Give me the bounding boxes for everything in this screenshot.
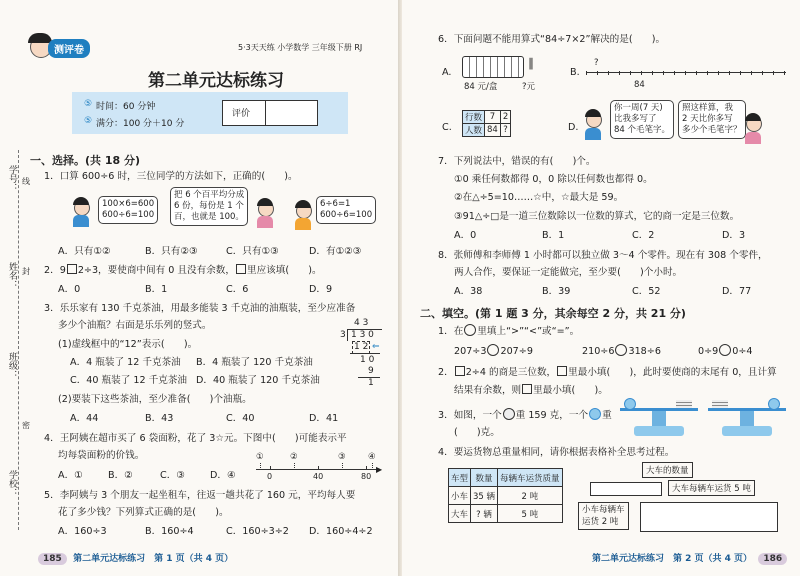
- f4-r2-c2: ? 辆: [471, 505, 498, 523]
- q2-option-b[interactable]: B．1: [145, 284, 168, 295]
- f2-b: 2÷4 的商是三位数，: [465, 367, 557, 378]
- q4-option-b[interactable]: B．②: [108, 470, 133, 481]
- f1-compare-2: [582, 344, 661, 358]
- q6-d-b2-l3: 多少个毛笔字？: [682, 125, 742, 135]
- q3-sub2-option-c[interactable]: C．40: [226, 413, 255, 424]
- full-score-label: 满分：100 分＋10 分: [96, 119, 185, 129]
- nl-tick-80: [366, 466, 367, 470]
- circle-blank-icon: [464, 324, 476, 336]
- q7-option-d[interactable]: D．3: [722, 230, 746, 241]
- star-icon: ☆: [533, 192, 542, 203]
- q2-option-d[interactable]: D．9: [309, 284, 333, 295]
- q1-bubble-2-line1: 把 6 个百平均分成: [174, 190, 245, 200]
- score-divider: [265, 100, 266, 126]
- q8-option-b[interactable]: B．39: [542, 286, 571, 297]
- q3-option-b[interactable]: B．4 瓶装了 120 千克茶油: [196, 357, 313, 368]
- division-bracket: [347, 329, 348, 341]
- division-quotient: 4 3: [354, 318, 369, 328]
- q6-c-h1: 行数: [463, 111, 485, 124]
- q6-d-b2-l2: 2 天比你多写: [682, 114, 733, 124]
- child1-hair-icon: [73, 197, 89, 205]
- q1-bubble-1: [98, 196, 158, 224]
- q6-c-v1: 7: [485, 111, 501, 124]
- f4-blank-1[interactable]: [590, 482, 662, 496]
- compare-circle-2[interactable]: [615, 344, 627, 356]
- triangle-icon: △: [474, 211, 483, 222]
- pointer-arrow-icon: ⇐: [372, 342, 380, 352]
- f2-c: 里最小填( )，此时要使商的末尾有 0，且计算: [568, 367, 777, 378]
- right-footer-text: 第二单元达标练习 第 2 页（共 4 页）: [592, 554, 753, 564]
- balance1-discs: [676, 400, 692, 408]
- q6-d-bubble-2: [678, 100, 746, 139]
- f2-text-line2: [454, 384, 608, 397]
- nl-label-80: 80: [361, 472, 372, 481]
- nl-tick-0: [270, 466, 271, 470]
- cut-mark-feng: 封: [22, 267, 30, 276]
- f1-c1-left: 207÷3: [454, 346, 487, 357]
- triangle-icon: △: [472, 192, 480, 203]
- right-footer: [592, 551, 787, 567]
- long-division: [338, 318, 382, 392]
- balance2-ball: [768, 398, 780, 410]
- q6-option-c-letter[interactable]: C.: [442, 122, 452, 133]
- q1-option-c[interactable]: C．只有①③: [226, 246, 279, 257]
- school-label: 学校：: [7, 470, 17, 497]
- q7-s2-a: ②在: [454, 192, 473, 203]
- left-footer: [38, 551, 233, 567]
- q1-bubble-2-line2: 6 份，每份是 1 个: [174, 201, 244, 211]
- f3-text-line1: [438, 408, 612, 422]
- q6-d-b1-l3: 84 个毛笔字。: [614, 125, 671, 135]
- q6-option-a-letter[interactable]: A.: [442, 67, 452, 78]
- nl-pointer-1: [260, 463, 261, 468]
- compare-circle-3[interactable]: [719, 344, 731, 356]
- nl-label-0: 0: [267, 472, 273, 481]
- division-step-10: 1 0: [360, 355, 375, 365]
- q3-text-line2: 多少个油瓶？右面是乐乐列的竖式。: [58, 320, 212, 331]
- division-step-9: 9: [368, 366, 374, 376]
- q6-c-v3: 84: [485, 124, 501, 137]
- blank-box-icon: [236, 264, 246, 274]
- nl-marker-1: ①: [256, 452, 264, 462]
- q4-option-d[interactable]: D．④: [210, 470, 236, 481]
- section-choice-title: 一、选择。(共 18 分): [30, 154, 141, 167]
- balance1-ball: [624, 398, 636, 410]
- q6-option-d-letter[interactable]: D.: [568, 122, 579, 133]
- q1-bubble-2: [170, 187, 248, 226]
- section-fill-title: 二、填空。(第 1 题 3 分，其余每空 2 分，共 21 分): [420, 307, 686, 320]
- q3-sub1: (1)虚线框中的“12”表示( )。: [58, 339, 198, 350]
- disc-icon: [503, 408, 515, 420]
- q3-sub2-option-b[interactable]: B．43: [145, 413, 174, 424]
- child1-body-icon: [73, 215, 89, 227]
- q3-text-line1: 3．乐乐家有 130 千克茶油，用最多能装 3 千克油的油瓶装，至少应准备: [44, 303, 356, 314]
- q8-option-d[interactable]: D．77: [722, 286, 752, 297]
- ball-icon: [589, 408, 601, 420]
- q2-option-a[interactable]: A．0: [58, 284, 81, 295]
- balance-scale-2-icon: [708, 398, 786, 438]
- q4-text-line1: [44, 432, 347, 445]
- division-line-1: [350, 353, 380, 354]
- nl-marker-3: ③: [338, 452, 346, 462]
- q1-text: 1．口算 600÷6 时，三位同学的方法如下，正确的( )。: [44, 171, 298, 182]
- q5-option-d[interactable]: D．160÷4÷2: [309, 526, 373, 537]
- q6-d-b1-l1: 你一周(7 天): [614, 103, 663, 113]
- q3-sub2: (2)要装下这些茶油，至少准备( )个油瓶。: [58, 394, 252, 405]
- q7-s3-a: ③91: [454, 211, 475, 222]
- division-dividend: 1 3 0: [351, 330, 374, 340]
- nl-pointer-4: [372, 463, 373, 468]
- time-label: 时间：60 分钟: [96, 102, 156, 112]
- q1-bubble-3: [316, 196, 376, 224]
- q3-option-d[interactable]: D．40 瓶装了 120 千克茶油: [196, 375, 320, 386]
- balance2-base: [722, 426, 772, 436]
- blank-box-icon: [522, 384, 532, 394]
- page-number-right: 186: [758, 553, 787, 565]
- nl-arrow-icon: ▶: [376, 465, 383, 474]
- f4-r1-c2: 35 辆: [471, 487, 498, 505]
- balance1-base: [634, 426, 684, 436]
- brush-box-icon: [462, 56, 524, 78]
- balance-scale-1-icon: [620, 398, 698, 438]
- f1-a: 1．在: [438, 326, 464, 337]
- f4-table: [448, 468, 563, 523]
- q1-bubble-3-line2: 600÷6=100: [320, 210, 373, 220]
- nl-marker-2: ②: [290, 452, 298, 462]
- f1-c3-left: 0÷9: [698, 346, 719, 357]
- f4-text: 4．要运货物总重量相同，请你根据表格补全思考过程。: [438, 447, 675, 458]
- q5-text-line1: 5．李阿姨与 3 个朋友一起坐租车，往返一趟共花了 160 元，平均每人要: [44, 490, 356, 501]
- q6-c-table: [462, 110, 511, 137]
- student-id-label: 学号：: [7, 165, 17, 192]
- compare-circle-1[interactable]: [487, 344, 499, 356]
- f4-h2: 数量: [471, 469, 498, 487]
- child2-hair-icon: [257, 198, 273, 206]
- boy-body-icon: [585, 128, 601, 140]
- q1-bubble-3-line1: 6÷6=1: [320, 199, 351, 209]
- blank-box-icon: [67, 264, 77, 274]
- division-step-12: 1 2: [354, 342, 369, 352]
- q6-c-h2: 人数: [463, 124, 485, 137]
- q6-c-v4: ?: [500, 124, 510, 137]
- q4-text-a: 4．王阿姨在超市买了 6 袋面粉，花了 3: [44, 433, 216, 444]
- q5-option-a[interactable]: A．160÷3: [58, 526, 107, 537]
- left-page: [0, 0, 398, 576]
- girl-body-icon: [745, 132, 761, 144]
- nl-tick-40: [318, 466, 319, 470]
- q7-option-b[interactable]: B．1: [542, 230, 565, 241]
- f1-text: [438, 324, 579, 338]
- q4-option-a[interactable]: A．①: [58, 470, 83, 481]
- series-label: 5·3天天练 小学数学 三年级下册 RJ: [238, 43, 363, 52]
- q6-a-unknown: ?元: [522, 82, 536, 92]
- f1-c3-right: 0÷4: [732, 346, 753, 357]
- f4-note-small-load: [578, 502, 629, 530]
- girl-hair-icon: [745, 113, 761, 121]
- q3-sub2-option-d[interactable]: D．41: [309, 413, 339, 424]
- q6-a-price: 84 元/盒: [464, 82, 498, 92]
- f4-n3-l2: 运货 2 吨: [582, 517, 619, 527]
- q8-option-c[interactable]: C．52: [632, 286, 661, 297]
- q6-option-b-letter[interactable]: B.: [570, 67, 580, 78]
- q8-text-line2: 两人合作，要保证一定能做完，至少要( )个小时。: [454, 267, 683, 278]
- child3-hair-icon: [295, 200, 311, 208]
- nl-pointer-2: [294, 463, 295, 468]
- f4-r1-c3: 2 吨: [498, 487, 563, 505]
- score-icon: ⑤: [84, 116, 93, 126]
- q5-text-line2: 花了多少钱？下列算式正确的是( )。: [58, 507, 229, 518]
- q8-option-a[interactable]: A．38: [454, 286, 483, 297]
- q6-d-bubble-1: [610, 100, 674, 139]
- blank-box-icon: [455, 366, 465, 376]
- q7-statement-2: [454, 191, 623, 204]
- f3-c: 重: [602, 410, 612, 421]
- f3-text-line2: ( )克。: [454, 427, 500, 438]
- q1-option-a[interactable]: A．只有①②: [58, 246, 111, 257]
- q7-s2-c: 中，☆最大是 59。: [541, 192, 624, 203]
- q7-option-c[interactable]: C．2: [632, 230, 655, 241]
- q8-text-line1: 8．张师傅和李师傅 1 小时都可以独立做 3～4 个零件。现在有 308 个零件，: [438, 250, 768, 261]
- score-label: 评价: [232, 109, 251, 119]
- test-badge: 测评卷: [48, 39, 90, 58]
- f1-b: 里填上“>”“<”或“=”。: [477, 326, 580, 337]
- page-number-left: 185: [38, 553, 67, 565]
- q5-option-c[interactable]: C．160÷3÷2: [226, 526, 289, 537]
- name-label: 姓名：: [7, 262, 17, 289]
- q7-statement-1: ①0 乘任何数都得 0，0 除以任何数也都得 0。: [454, 174, 653, 185]
- square-icon: □: [490, 211, 500, 222]
- q1-option-d[interactable]: D．有①②③: [309, 246, 362, 257]
- f2-a: 2．: [438, 367, 454, 378]
- cut-mark-xian: 线: [22, 177, 30, 186]
- q2-text-b: 2÷3，要使商中间有 0 且没有余数，: [77, 265, 235, 276]
- child3-body-icon: [295, 218, 311, 230]
- f4-h3: 每辆车运货质量: [498, 469, 563, 487]
- f1-compare-1: [454, 344, 533, 358]
- q2-option-c[interactable]: C．6: [226, 284, 249, 295]
- q6-d-b2-l1: 照这样算，我: [682, 103, 734, 113]
- q2-text-a: 2．9: [44, 265, 66, 276]
- q6-b-total: 84: [634, 80, 645, 90]
- cut-mark-mi: 密: [22, 421, 30, 430]
- q6-c-v2: 2: [500, 111, 510, 124]
- nl-pointer-3: [342, 463, 343, 468]
- f3-a: 3．如图，一个: [438, 410, 502, 421]
- q6-b-unknown: ?: [594, 58, 599, 68]
- nl-marker-4: ④: [368, 452, 376, 462]
- q6-text: 6．下面问题不能用算式“84÷7×2”解决的是( )。: [438, 34, 666, 45]
- q2-text-c: 里应该填( )。: [246, 265, 322, 276]
- q6-d-b1-l2: 比我多写了: [614, 114, 657, 124]
- f2-d: 结果有余数，则: [454, 385, 522, 396]
- left-footer-text: 第二单元达标练习 第 1 页（共 4 页）: [73, 554, 234, 564]
- q4-text-b: 元。下图中( )可能表示平: [223, 433, 347, 444]
- f4-n3-l1: 小车每辆车: [582, 505, 625, 515]
- f1-compare-3: [698, 344, 753, 358]
- page-title: 第二单元达标练习: [148, 71, 284, 91]
- f1-c2-left: 210÷6: [582, 346, 615, 357]
- q3-sub2-option-a[interactable]: A．44: [70, 413, 99, 424]
- child2-body-icon: [257, 216, 273, 228]
- right-page: [402, 0, 800, 576]
- q4-text-line2: 均每袋面粉的价钱。: [58, 450, 145, 461]
- q2-text: [44, 264, 322, 277]
- f4-h1: 车型: [449, 469, 471, 487]
- boy-hair-icon: [585, 109, 601, 117]
- division-remainder: 1: [368, 378, 374, 388]
- division-divisor: 3: [340, 330, 346, 340]
- q7-text: 7．下列说法中，错误的有( )个。: [438, 156, 596, 167]
- q7-option-a[interactable]: A．0: [454, 230, 477, 241]
- q5-option-b[interactable]: B．160÷4: [145, 526, 194, 537]
- brush-pens-icon: ∥: [528, 56, 534, 70]
- number-line: [256, 452, 384, 484]
- f4-note-big-load: 大车每辆车运货 5 吨: [668, 480, 755, 496]
- segment-line: [586, 72, 786, 73]
- star-icon: ☆: [215, 433, 224, 444]
- balance2-discs: [712, 400, 728, 408]
- f1-c1-right: 207÷9: [500, 346, 533, 357]
- q3-option-c[interactable]: C．40 瓶装了 12 千克茶油: [70, 375, 188, 386]
- f2-e: 里最小填( )。: [533, 385, 608, 396]
- f1-c2-right: 318÷6: [628, 346, 661, 357]
- q3-option-a[interactable]: A．4 瓶装了 12 千克茶油: [70, 357, 181, 368]
- class-label: 班级：: [7, 352, 17, 379]
- q1-bubble-2-line3: 百，也就是 100。: [174, 212, 244, 222]
- q7-s3-b: ÷: [482, 211, 491, 222]
- time-icon: ⑤: [84, 99, 93, 109]
- q7-s3-c: 是一道三位数除以一位数的算式，它的商一定是三位数。: [499, 211, 740, 222]
- q7-s2-b: ÷5=10……: [479, 192, 534, 203]
- f4-r2-c3: 5 吨: [498, 505, 563, 523]
- q1-bubble-1-line2: 600÷6=100: [102, 210, 155, 220]
- f4-r2-c1: 大车: [449, 505, 471, 523]
- blank-box-icon: [557, 366, 567, 376]
- f4-note-big-count: 大车的数量: [642, 462, 693, 478]
- q1-bubble-1-line1: 100×6=600: [102, 199, 155, 209]
- q1-option-b[interactable]: B．只有②③: [145, 246, 198, 257]
- f3-b: 重 159 克，一个: [515, 410, 589, 421]
- f2-text-line1: [438, 366, 777, 379]
- q7-statement-3: [454, 210, 739, 223]
- f4-r1-c1: 小车: [449, 487, 471, 505]
- f4-blank-2[interactable]: [640, 502, 778, 532]
- q4-option-c[interactable]: C．③: [160, 470, 185, 481]
- nl-label-40: 40: [313, 472, 324, 481]
